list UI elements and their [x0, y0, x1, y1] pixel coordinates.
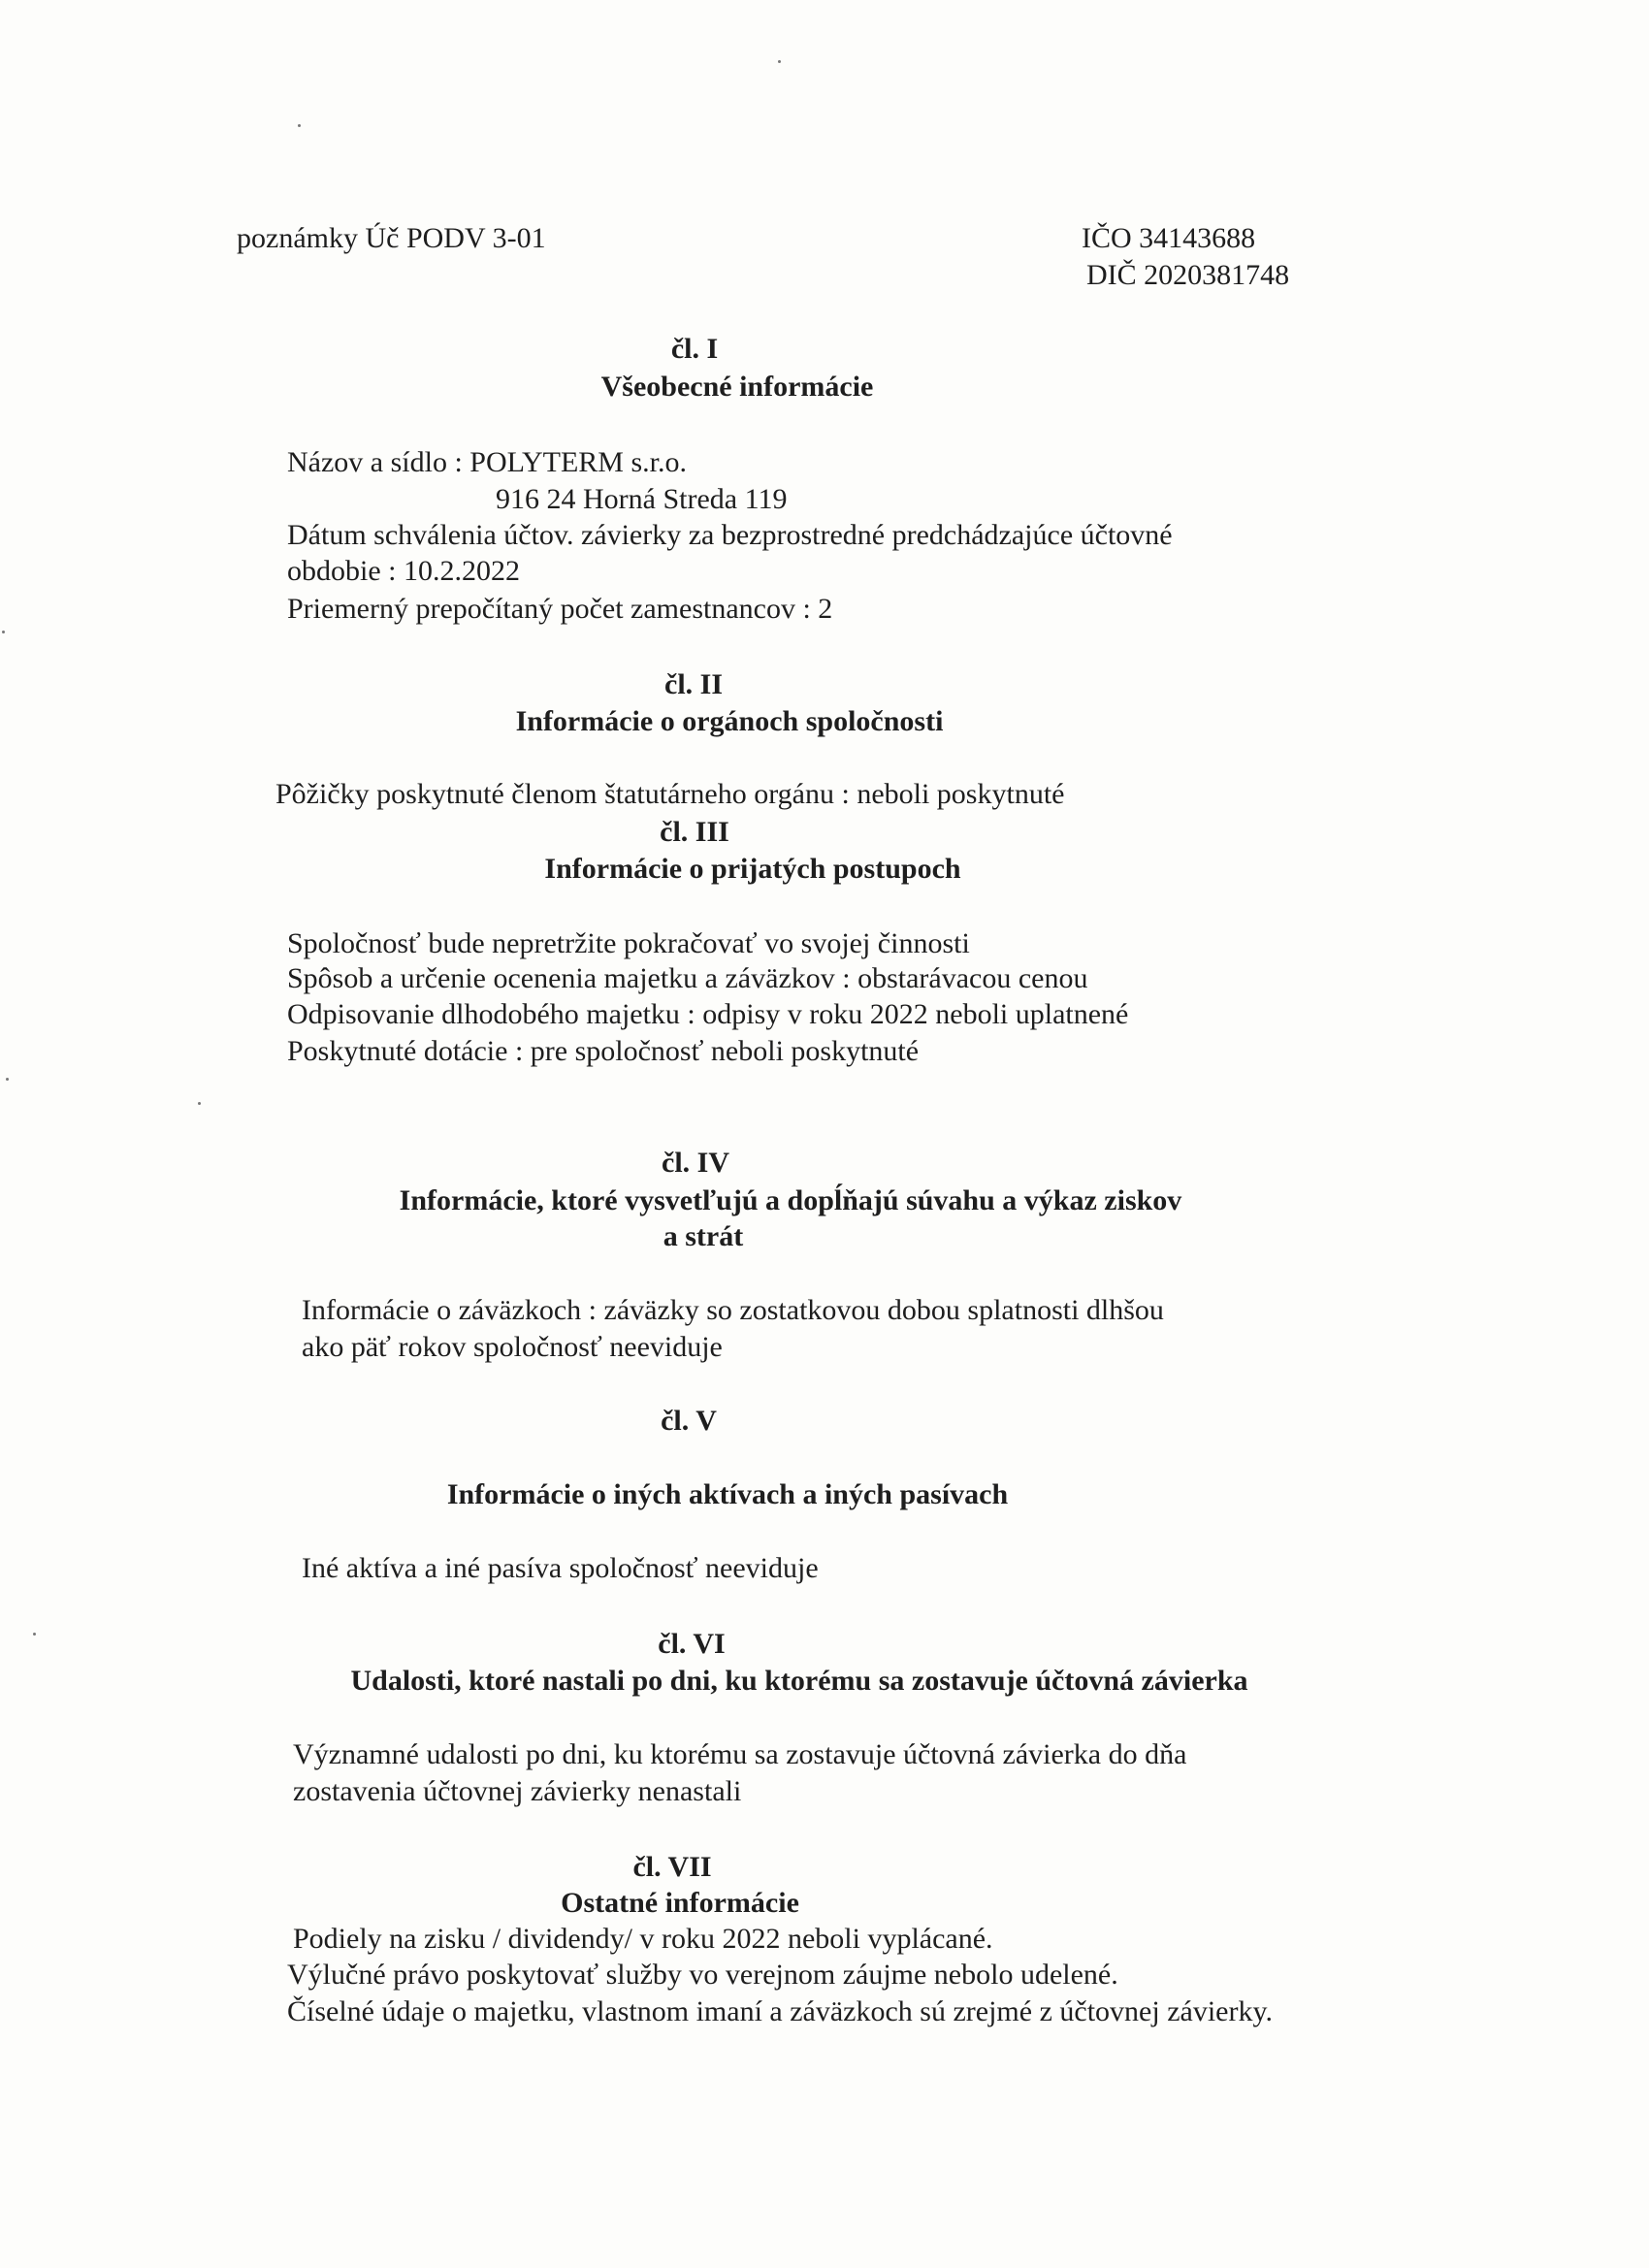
section-5-title: Informácie o iných aktívach a iných pasívach — [446, 1478, 1009, 1510]
scan-speck — [298, 124, 301, 127]
scan-speck — [778, 60, 781, 63]
section-3-line-3: Odpisovanie dlhodobého majetku : odpisy v roku 2022 neboli uplatnené — [287, 998, 1129, 1030]
scan-speck — [2, 631, 5, 633]
section-7-number: čl. VII — [632, 1851, 712, 1883]
ico-number: IČO 34143688 — [1082, 222, 1256, 254]
section-4-number: čl. IV — [662, 1147, 729, 1179]
section-1-line-5: Priemerný prepočítaný počet zamestnancov : 2 — [287, 593, 833, 625]
section-6-line-2: zostavenia účtovnej závierky nenastali — [293, 1775, 742, 1807]
section-1-title: Všeobecné informácie — [600, 371, 874, 403]
section-1-line-2: 916 24 Horná Streda 119 — [496, 483, 788, 515]
section-5-line-1: Iné aktíva a iné pasíva spoločnosť neeviduje — [302, 1552, 819, 1584]
section-3-number: čl. III — [660, 816, 729, 848]
section-3-line-2: Spôsob a určenie ocenenia majetku a záväzkov : obstarávacou cenou — [287, 962, 1088, 994]
section-4-title: Informácie, ktoré vysvetľujú a dopĺňajú súvahu a výkaz ziskov — [399, 1184, 1182, 1216]
section-7-line-2: Výlučné právo poskytovať služby vo verejnom záujme nebolo udelené. — [287, 1959, 1118, 1991]
section-6-line-1: Významné udalosti po dni, ku ktorému sa zostavuje účtovná závierka do dňa — [293, 1738, 1187, 1770]
section-4-line-1: Informácie o záväzkoch : záväzky so zostatkovou dobou splatnosti dlhšou — [302, 1294, 1164, 1326]
scan-speck — [33, 1633, 36, 1636]
section-7-line-1: Podiely na zisku / dividendy/ v roku 2022 neboli vyplácané. — [293, 1923, 993, 1955]
section-6-number: čl. VI — [658, 1628, 726, 1660]
scan-speck — [198, 1102, 201, 1105]
section-1-line-3: Dátum schválenia účtov. závierky za bezprostredné predchádzajúce účtovné — [287, 519, 1173, 551]
section-4-title-cont: a strát — [663, 1220, 744, 1252]
section-3-line-4: Poskytnuté dotácie : pre spoločnosť neboli poskytnuté — [287, 1035, 920, 1067]
section-2-line-1: Pôžičky poskytnuté členom štatutárneho orgánu : neboli poskytnuté — [275, 778, 1065, 810]
section-4-line-2: ako päť rokov spoločnosť neeviduje — [302, 1331, 723, 1363]
form-label: poznámky Úč PODV 3-01 — [237, 222, 546, 254]
section-1-line-1: Názov a sídlo : POLYTERM s.r.o. — [287, 446, 687, 478]
section-7-title: Ostatné informácie — [561, 1887, 799, 1919]
section-2-number: čl. II — [664, 668, 723, 700]
section-6-title: Udalosti, ktoré nastali po dni, ku ktorému sa zostavuje účtovná závierka — [350, 1665, 1248, 1697]
section-7-line-3: Číselné údaje o majetku, vlastnom imaní a záväzkoch sú zrejmé z účtovnej závierky. — [287, 1995, 1274, 2027]
section-5-number: čl. V — [661, 1405, 717, 1437]
section-1-line-4: obdobie : 10.2.2022 — [287, 555, 520, 587]
section-3-title: Informácie o prijatých postupoch — [544, 853, 961, 885]
section-3-line-1: Spoločnosť bude nepretržite pokračovať vo svojej činnosti — [287, 927, 970, 959]
section-2-title: Informácie o orgánoch spoločnosti — [515, 705, 944, 737]
dic-number: DIČ 2020381748 — [1086, 259, 1290, 291]
section-1-number: čl. I — [670, 333, 719, 365]
scan-speck — [6, 1078, 9, 1081]
